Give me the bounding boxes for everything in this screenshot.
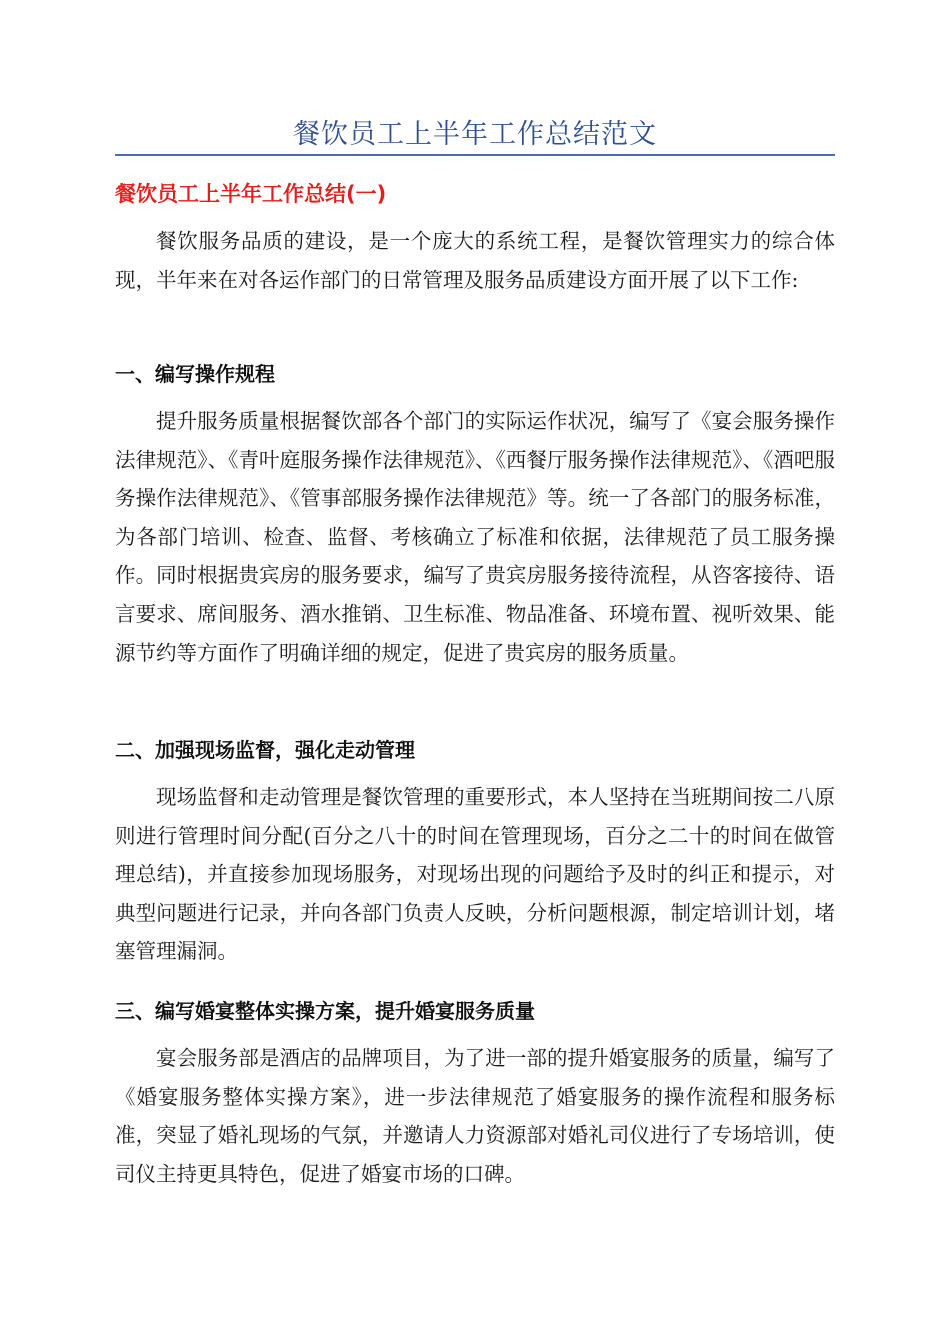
heading-1: 一、编写操作规程 (115, 362, 275, 386)
intro-paragraph: 餐饮服务品质的建设，是一个庞大的系统工程，是餐饮管理实力的综合体现，半年来在对各运作部门的日常管理及服务品质建设方面开展了以下工作: (115, 229, 835, 292)
paragraph-1: 提升服务质量根据餐饮部各个部门的实际运作状况，编写了《宴会服务操作法律规范》、《青叶庭服务操作法律规范》、《西餐厅服务操作法律规范》、《酒吧服务操作法律规范》、《管事部服务操作法律规范》等。统一了各部门的服务标准，为各部门培训、检查、监督、考核确立了标准和依据，法律规范了员工服务操作。同时根据贵宾房的服务要求，编写了贵宾房服务接待流程，从咨客接待、语言要求、席间服务、酒水推销、卫生标准、物品准备、环境布置、视听效果、能源节约等方面作了明确详细的规定，促进了贵宾房的服务质量。 (115, 409, 835, 665)
paragraph-2: 现场监督和走动管理是餐饮管理的重要形式，本人坚持在当班期间按二八原则进行管理时间分配(百分之八十的时间在管理现场，百分之二十的时间在做管理总结)，并直接参加现场服务，对现场出现的问题给予及时的纠正和提示，对典型问题进行记录，并向各部门负责人反映，分析问题根源，制定培训计划，堵塞管理漏洞。 (115, 785, 835, 964)
heading-2: 二、加强现场监督，强化走动管理 (115, 738, 415, 762)
heading-3: 三、编写婚宴整体实操方案，提升婚宴服务质量 (115, 999, 535, 1023)
paragraph-3: 宴会服务部是酒店的品牌项目，为了进一部的提升婚宴服务的质量，编写了《婚宴服务整体实操方案》，进一步法律规范了婚宴服务的操作流程和服务标准，突显了婚礼现场的气氛，并邀请人力资源部对婚礼司仪进行了专场培训，使司仪主持更具特色，促进了婚宴市场的口碑。 (115, 1046, 835, 1186)
title-divider (115, 154, 835, 156)
section-title: 餐饮员工上半年工作总结(一) (115, 182, 387, 206)
document-title: 餐饮员工上半年工作总结范文 (293, 119, 657, 150)
